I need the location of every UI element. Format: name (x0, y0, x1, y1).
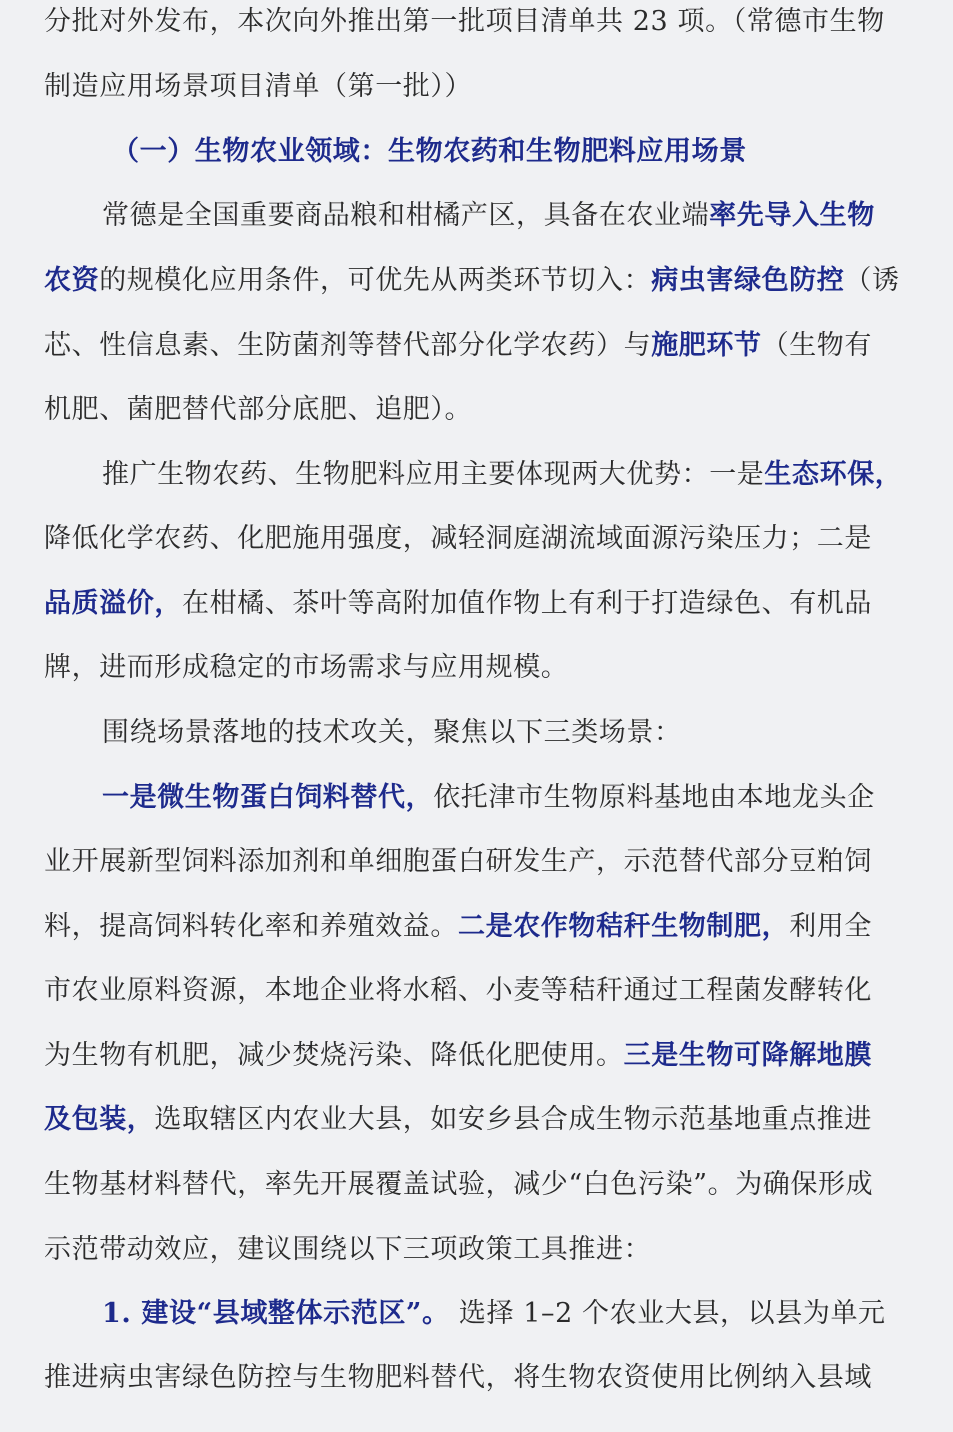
text-line-8 (102, 443, 904, 507)
line-17-highlight: 三是生物可降解地膜 (623, 1040, 873, 1071)
line-8-seg-1: 推广生物农药、生物肥料应用主要体现两大优势：一是 (102, 459, 765, 490)
line-6-seg-1: 芯、性信息素、生防菌剂等替代部分化学农药）与 (44, 330, 652, 361)
text-line-7 (44, 378, 904, 442)
line-14-seg-1: 业开展新型饲料添加剂和单细胞蛋白研发生产，示范替代部分豆粕饲 (44, 846, 872, 877)
section-heading (112, 120, 892, 184)
text-line-18 (44, 1088, 904, 1152)
line-8-highlight: 生态环保， (764, 459, 903, 490)
text-line-4 (102, 184, 904, 248)
heading-text: （一）生物农业领域：生物农药和生物肥料应用场景 (112, 136, 747, 167)
text-line-10 (44, 572, 904, 636)
text-line-2 (44, 55, 904, 119)
text-line-1 (44, 0, 904, 54)
line-15-seg-1: 料，提高饲料转化率和养殖效益。 (44, 911, 458, 942)
line-4-highlight: 率先导入生物 (709, 200, 875, 231)
line-15-seg-3: 利用全 (789, 911, 873, 942)
text-line-11 (44, 636, 904, 700)
line-15-highlight: 二是农作物秸秆生物制肥， (458, 911, 790, 942)
line-6-seg-3: （生物有 (761, 330, 873, 361)
line-5-highlight-1: 农资 (44, 265, 100, 296)
text-line-16 (44, 959, 904, 1023)
text-line-21 (102, 1282, 904, 1346)
line-18-seg-2: 选取辖区内农业大县，如安乡县合成生物示范基地重点推进 (154, 1104, 873, 1135)
line-13-seg-2: 依托津市生物原料基地由本地龙头企 (433, 782, 875, 813)
text-line-6 (44, 314, 904, 378)
line-20-seg-1: 示范带动效应，建议围绕以下三项政策工具推进： (44, 1234, 652, 1265)
line-18-highlight: 及包装， (44, 1104, 155, 1135)
text-line-13 (102, 766, 904, 830)
line-2-seg-1: 制造应用场景项目清单（第一批）） (44, 71, 473, 102)
line-6-highlight: 施肥环节 (651, 330, 762, 361)
line-5-highlight-2: 病虫害绿色防控 (651, 265, 845, 296)
text-line-5 (44, 249, 904, 313)
line-5-seg-2: 的规模化应用条件，可优先从两类环节切入： (99, 265, 652, 296)
line-5-seg-4: （诱 (844, 265, 900, 296)
text-line-9 (44, 507, 904, 571)
line-9-seg-1: 降低化学农药、化肥施用强度，减轻洞庭湖流域面源污染压力；二是 (44, 523, 872, 554)
line-13-highlight: 一是微生物蛋白饲料替代， (102, 782, 434, 813)
line-21-seg-2: 选择 1–2 个农业大县，以县为单元 (449, 1298, 886, 1329)
line-16-seg-1: 市农业原料资源，本地企业将水稻、小麦等秸秆通过工程菌发酵转化 (44, 975, 872, 1006)
text-line-12 (102, 701, 904, 765)
line-11-seg-1: 牌，进而形成稳定的市场需求与应用规模。 (44, 652, 569, 683)
text-line-14 (44, 830, 904, 894)
text-line-22 (44, 1346, 904, 1410)
line-19-seg-1: 生物基材料替代，率先开展覆盖试验，减少“白色污染”。为确保形成 (44, 1169, 874, 1200)
line-10-seg-2: 在柑橘、茶叶等高附加值作物上有利于打造绿色、有机品 (182, 588, 872, 619)
line-10-highlight: 品质溢价， (44, 588, 182, 619)
line-7-seg-1: 机肥、菌肥替代部分底肥、追肥）。 (44, 394, 473, 425)
text-line-19 (44, 1153, 904, 1217)
line-17-seg-1: 为生物有机肥，减少焚烧污染、降低化肥使用。 (44, 1040, 624, 1071)
line-4-seg-1: 常德是全国重要商品粮和柑橘产区，具备在农业端 (102, 200, 710, 231)
line-12-seg-1: 围绕场景落地的技术攻关，聚焦以下三类场景： (102, 717, 682, 748)
line-21-highlight: 1. 建设“县域整体示范区”。 (102, 1298, 450, 1329)
text-line-15 (44, 895, 904, 959)
text-line-17 (44, 1024, 904, 1088)
line-1-seg-1: 分批对外发布，本次向外推出第一批项目清单共 23 项。（常德市生物 (44, 6, 885, 37)
text-line-20 (44, 1218, 904, 1282)
line-22-seg-1: 推进病虫害绿色防控与生物肥料替代，将生物农资使用比例纳入县域 (44, 1362, 872, 1393)
